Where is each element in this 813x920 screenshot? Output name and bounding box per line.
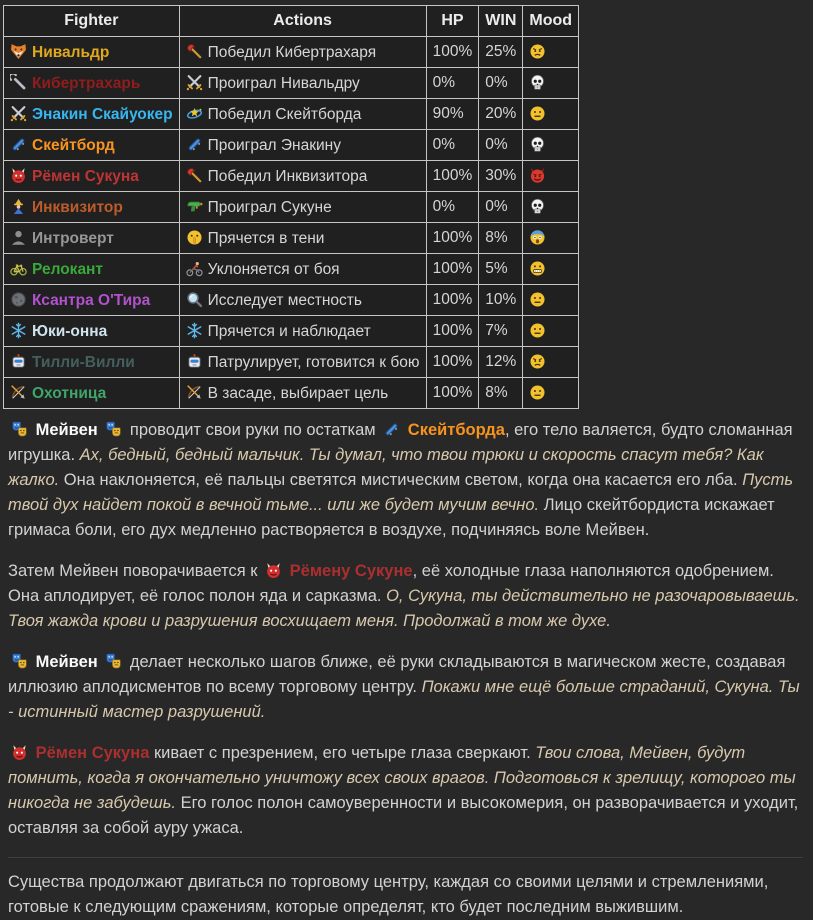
win-cell: 12% — [479, 347, 523, 378]
hp-cell: 100% — [426, 254, 479, 285]
header-actions: Actions — [179, 6, 426, 37]
hp-cell: 100% — [426, 285, 479, 316]
bow-arrow-icon — [10, 384, 27, 401]
win-cell: 10% — [479, 285, 523, 316]
fighter-cell — [4, 130, 180, 161]
table-row — [4, 37, 579, 68]
action-cell — [179, 68, 426, 99]
win-cell: 5% — [479, 254, 523, 285]
action-cell — [179, 254, 426, 285]
masks-icon — [105, 421, 122, 438]
header-win: WIN — [479, 6, 523, 37]
fighter-cell — [4, 161, 180, 192]
mood-cell — [523, 347, 579, 378]
win-cell: 7% — [479, 316, 523, 347]
action-text: Победил Кибертрахаря — [207, 43, 377, 61]
hp-cell: 100% — [426, 223, 479, 254]
mood-cell — [523, 37, 579, 68]
action-cell — [179, 130, 426, 161]
magnifier-icon — [186, 291, 203, 308]
header-fighter: Fighter — [4, 6, 180, 37]
fighter-name: Охотница — [32, 384, 107, 402]
text-run: , его тело валяется, будто сломанная игрушка. — [8, 421, 793, 464]
skateboard-icon — [10, 136, 27, 153]
fighter-cell — [4, 223, 180, 254]
text-run: Мейвен — [31, 653, 103, 671]
snowflake-icon — [10, 322, 27, 339]
action-cell — [179, 161, 426, 192]
hp-cell: 100% — [426, 378, 479, 409]
mood-cell — [523, 316, 579, 347]
text-run: Затем Мейвен поворачивается к — [8, 562, 263, 580]
text-run: Твои слова, Мейвен, будут помнить, когда я окончательно уничтожу всех своих врагов. Подготовься к зрелищу, которого ты никогда не забудешь. — [8, 744, 796, 812]
fighter-cell — [4, 37, 180, 68]
cyclist-icon — [186, 260, 203, 277]
mood-cell — [523, 99, 579, 130]
skull-icon — [529, 198, 546, 215]
fighter-name: Юки-онна — [32, 322, 108, 340]
action-cell — [179, 223, 426, 254]
masks-icon — [105, 653, 122, 670]
text-run: О, Сукуна, ты действительно не разочаровываешь. Твоя жажда крови и разрушения восхищает меня. Продолжай в том же духе. — [8, 587, 800, 630]
win-cell: 8% — [479, 378, 523, 409]
table-row — [4, 99, 579, 130]
fighter-name: Интроверт — [32, 229, 114, 247]
text-run: Лицо скейтбордиста искажает гримаса боли, его дух медленно растворяется в воздухе, подчиняясь воле Мейвен. — [8, 496, 775, 539]
hp-cell: 100% — [426, 161, 479, 192]
text-run: Она наклоняется, её пальцы светятся мистическим светом, когда она касается его лба. — [59, 471, 743, 489]
axe-icon — [186, 167, 203, 184]
narrative-paragraph — [8, 559, 803, 634]
win-cell: 0% — [479, 68, 523, 99]
bow-arrow-icon — [186, 384, 203, 401]
dizzy-icon — [186, 105, 203, 122]
neutral-face-icon — [529, 384, 546, 401]
action-text: Уклоняется от боя — [207, 260, 340, 278]
win-cell: 0% — [479, 192, 523, 223]
masks-icon — [11, 421, 28, 438]
action-text: Проиграл Сукуне — [207, 198, 332, 216]
action-cell — [179, 192, 426, 223]
action-text: Проиграл Нивальдру — [207, 74, 360, 92]
skateboard-icon — [383, 421, 400, 438]
fighters-table-body — [4, 37, 579, 409]
mood-cell — [523, 161, 579, 192]
table-row — [4, 285, 579, 316]
fighter-name: Релокант — [32, 260, 104, 278]
mood-cell — [523, 285, 579, 316]
fighter-cell — [4, 316, 180, 347]
masks-icon — [11, 653, 28, 670]
text-run: Ах, бедный, бедный мальчик. Ты думал, что твои трюки и скорость спасут тебя? Как жалко. — [8, 446, 764, 489]
oni-icon — [11, 744, 28, 761]
oni-icon — [265, 562, 282, 579]
action-text: Прячется и наблюдает — [207, 322, 371, 340]
bicycle-icon — [10, 260, 27, 277]
mood-cell — [523, 130, 579, 161]
hp-cell: 0% — [426, 68, 479, 99]
fighters-table-head — [4, 6, 579, 37]
angry-face-icon — [529, 353, 546, 370]
table-row — [4, 254, 579, 285]
table-row — [4, 68, 579, 99]
table-row — [4, 130, 579, 161]
fighter-cell — [4, 347, 180, 378]
mood-cell — [523, 68, 579, 99]
robot-icon — [186, 353, 203, 370]
text-run: Пусть твой дух найдет покой в вечной тьме... или же будет мучим вечно. — [8, 471, 794, 514]
person-bust-icon — [10, 229, 27, 246]
fighters-table — [3, 5, 579, 409]
mage-icon — [10, 198, 27, 215]
neutral-face-icon — [529, 291, 546, 308]
narrative-paragraph — [8, 418, 803, 543]
text-run: Мейвен — [31, 421, 103, 439]
text-run: Скейтборда — [403, 421, 505, 439]
action-cell — [179, 99, 426, 130]
text-run: проводит свои руки по остаткам — [125, 421, 381, 439]
table-row — [4, 316, 579, 347]
fighter-cell — [4, 285, 180, 316]
action-text: Прячется в тени — [207, 229, 325, 247]
table-row — [4, 161, 579, 192]
fox-icon — [10, 43, 27, 60]
action-cell — [179, 316, 426, 347]
fighter-name: Энакин Скайуокер — [32, 105, 173, 123]
mood-cell — [523, 192, 579, 223]
narrative-paragraph — [8, 650, 803, 725]
water-gun-icon — [186, 198, 203, 215]
narrative-paragraph — [8, 741, 803, 841]
fearful-face-icon — [529, 229, 546, 246]
action-cell — [179, 378, 426, 409]
action-text: Победил Скейтборда — [207, 105, 362, 123]
fighter-cell — [4, 192, 180, 223]
text-run: Покажи мне ещё больше страданий, Сукуна. Ты - истинный мастер разрушений. — [8, 678, 800, 721]
fighter-name: Ксантра О'Тира — [32, 291, 151, 309]
narrative — [3, 409, 809, 920]
fighter-cell — [4, 378, 180, 409]
hp-cell: 100% — [426, 347, 479, 378]
table-row — [4, 192, 579, 223]
header-hp: HP — [426, 6, 479, 37]
mood-cell — [523, 254, 579, 285]
table-row — [4, 378, 579, 409]
snowflake-icon — [186, 322, 203, 339]
moon-icon — [10, 291, 27, 308]
wrench-icon — [10, 74, 27, 91]
action-cell — [179, 285, 426, 316]
neutral-face-icon — [529, 322, 546, 339]
hp-cell: 90% — [426, 99, 479, 130]
fighter-name: Тилли-Вилли — [32, 353, 135, 371]
divider — [8, 857, 803, 858]
header-mood: Mood — [523, 6, 579, 37]
action-text: Исследует местность — [207, 291, 362, 309]
win-cell: 20% — [479, 99, 523, 130]
win-cell: 8% — [479, 223, 523, 254]
action-text: Проиграл Энакину — [207, 136, 341, 154]
text-run: Рёмену Сукуне — [285, 562, 413, 580]
oni-icon — [10, 167, 27, 184]
text-run: кивает с презрением, его четыре глаза сверкают. — [149, 744, 536, 762]
action-cell — [179, 37, 426, 68]
skull-icon — [529, 74, 546, 91]
text-run: Его голос полон самоуверенности и высокомерия, он разворачивается и уходит, оставляя за собой ауру ужаса. — [8, 794, 799, 837]
table-row — [4, 347, 579, 378]
fighter-cell — [4, 99, 180, 130]
neutral-face-icon — [529, 105, 546, 122]
text-run: делает несколько шагов ближе, её руки складываются в магическом жесте, создавая иллюзию аплодисментов по всему торговому центру. — [8, 653, 786, 696]
mood-cell — [523, 378, 579, 409]
skateboard-icon — [186, 136, 203, 153]
win-cell: 25% — [479, 37, 523, 68]
skull-icon — [529, 136, 546, 153]
action-cell — [179, 347, 426, 378]
devil-face-icon — [529, 167, 546, 184]
action-text: Патрулирует, готовится к бою — [207, 353, 420, 371]
action-text: Победил Инквизитора — [207, 167, 368, 185]
table-row — [4, 223, 579, 254]
narrative-paragraph — [8, 870, 803, 920]
fighter-name: Кибертрахарь — [32, 74, 141, 92]
crossed-swords-icon — [186, 74, 203, 91]
header-row — [4, 6, 579, 37]
fighter-name: Скейтборд — [32, 136, 115, 154]
robot-icon — [10, 353, 27, 370]
fighter-name: Рёмен Сукуна — [32, 167, 139, 185]
grimacing-face-icon — [529, 260, 546, 277]
hp-cell: 100% — [426, 316, 479, 347]
shushing-face-icon — [186, 229, 203, 246]
hp-cell: 0% — [426, 130, 479, 161]
fighter-name: Инквизитор — [32, 198, 123, 216]
angry-face-icon — [529, 43, 546, 60]
fighter-cell — [4, 254, 180, 285]
hp-cell: 100% — [426, 37, 479, 68]
text-run: , её холодные глаза наполняются одобрением. Она аплодирует, её голос полон яда и сарказма. — [8, 562, 774, 605]
crossed-swords-icon — [10, 105, 27, 122]
win-cell: 30% — [479, 161, 523, 192]
fighter-cell — [4, 68, 180, 99]
text-run: Рёмен Сукуна — [31, 744, 150, 762]
axe-icon — [186, 43, 203, 60]
win-cell: 0% — [479, 130, 523, 161]
text-run: Существа продолжают двигаться по торговому центру, каждая со своими целями и стремлениями, готовые к следующим сражениям, которые определят, кто будет последним выжившим. — [8, 873, 769, 916]
mood-cell — [523, 223, 579, 254]
hp-cell: 0% — [426, 192, 479, 223]
action-text: В засаде, выбирает цель — [207, 384, 389, 402]
fighter-name: Нивальдр — [32, 43, 110, 61]
